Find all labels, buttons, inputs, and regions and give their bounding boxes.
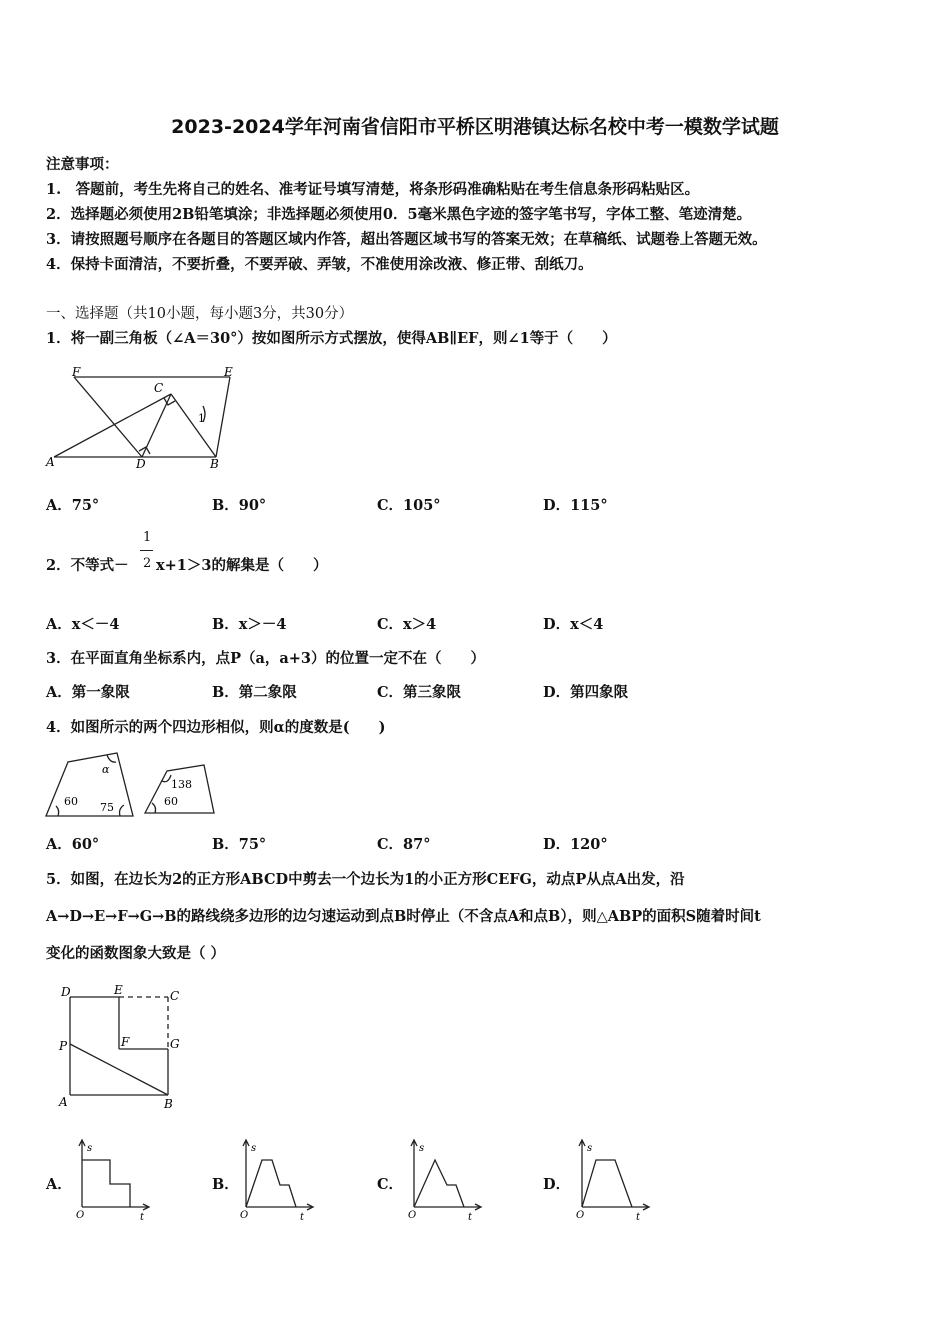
graph-a-s: s xyxy=(87,1143,93,1154)
question-4-option-a: A．60° xyxy=(46,836,100,853)
label-angle-138: 138 xyxy=(171,778,192,791)
graph-b-s: s xyxy=(251,1143,257,1154)
question-5-line-1: 5．如图，在边长为2的正方形ABCD中剪去一个边长为1的小正方形CEFG，动点P从点A出发，沿 xyxy=(46,871,685,888)
graph-c-t: t xyxy=(468,1212,473,1223)
notice-item-2: 2．选择题必须使用2B铅笔填涂；非选择题必须使用0．5毫米黑色字迹的签字笔书写，字体工整、笔迹清楚。 xyxy=(46,206,752,223)
label-E: E xyxy=(224,365,233,379)
question-2-suffix: x+1＞3的解集是（ ） xyxy=(156,557,328,574)
fraction-bar xyxy=(140,550,153,551)
fraction-numerator: 1 xyxy=(143,530,152,545)
graph-b-o: O xyxy=(240,1210,249,1221)
question-3-option-a: A．第一象限 xyxy=(46,684,130,701)
question-3-option-c: C．第三象限 xyxy=(377,684,462,701)
label-A: A xyxy=(46,455,55,469)
label-C: C xyxy=(170,989,180,1003)
page-title: 2023-2024学年河南省信阳市平桥区明港镇达标名校中考一模数学试题 xyxy=(171,116,779,138)
label-B: B xyxy=(164,1097,173,1111)
graph-b-t: t xyxy=(300,1212,305,1223)
question-3-option-d: D．第四象限 xyxy=(543,684,629,701)
label-alpha: α xyxy=(102,763,110,776)
label-P: P xyxy=(59,1039,68,1053)
question-5-option-b: B． xyxy=(212,1176,239,1193)
question-5-line-3: 变化的函数图象大致是（ ） xyxy=(46,945,226,962)
graph-option-b xyxy=(234,1135,319,1225)
question-1-option-b: B．90° xyxy=(212,497,267,514)
notice-heading: 注意事项： xyxy=(46,156,119,173)
label-D: D xyxy=(136,457,146,471)
question-5-option-c: C． xyxy=(377,1176,404,1193)
section-heading: 一、选择题（共10小题，每小题3分，共30分） xyxy=(46,306,354,322)
notice-item-3: 3．请按照题号顺序在各题目的答题区域内作答，超出答题区域书写的答案无效；在草稿纸、试题卷上答题无效。 xyxy=(46,231,767,248)
question-2-prefix: 2．不等式－ xyxy=(46,557,129,574)
question-4-option-c: C．87° xyxy=(377,836,431,853)
label-angle-1: 1 xyxy=(198,412,205,425)
graph-option-d xyxy=(570,1135,655,1225)
question-3-option-b: B．第二象限 xyxy=(212,684,297,701)
graph-d-t: t xyxy=(636,1212,641,1223)
label-C: C xyxy=(154,381,164,395)
notice-item-1: 1. 答题前，考生先将自己的姓名、准考证号填写清楚，将条形码准确粘贴在考生信息条形码粘贴区。 xyxy=(46,181,700,198)
graph-c-o: O xyxy=(408,1210,417,1221)
label-angle-75: 75 xyxy=(100,801,114,814)
question-5-option-d: D． xyxy=(543,1176,571,1193)
notice-item-4: 4．保持卡面清洁，不要折叠，不要弄破、弄皱，不准使用涂改液、修正带、刮纸刀。 xyxy=(46,256,593,273)
question-4-option-b: B．75° xyxy=(212,836,267,853)
label-G: G xyxy=(170,1037,180,1051)
question-1-option-a: A．75° xyxy=(46,497,100,514)
question-4-option-d: D．120° xyxy=(543,836,608,853)
label-F: F xyxy=(121,1035,130,1049)
label-A: A xyxy=(59,1095,68,1109)
question-2-option-c: C．x＞4 xyxy=(377,616,437,633)
question-2-option-d: D．x＜4 xyxy=(543,616,604,633)
question-4-figure xyxy=(40,748,220,820)
graph-option-c xyxy=(402,1135,487,1225)
label-E: E xyxy=(114,983,123,997)
graph-a-o: O xyxy=(76,1210,85,1221)
graph-a-t: t xyxy=(140,1212,145,1223)
question-1-option-c: C．105° xyxy=(377,497,441,514)
label-D: D xyxy=(61,985,71,999)
fraction-denominator: 2 xyxy=(143,556,152,571)
question-5-figure xyxy=(55,982,190,1114)
question-4-stem: 4．如图所示的两个四边形相似，则α的度数是( ) xyxy=(46,719,386,736)
graph-d-o: O xyxy=(576,1210,585,1221)
label-F: F xyxy=(72,365,81,379)
question-1-stem: 1．将一副三角板（∠A＝30°）按如图所示方式摆放，使得AB∥EF，则∠1等于（ ） xyxy=(46,330,617,347)
question-2-option-a: A．x＜－4 xyxy=(46,616,120,633)
label-B: B xyxy=(210,457,219,471)
question-5-line-2: A→D→E→F→G→B的路线绕多边形的边匀速运动到点B时停止（不含点A和点B），则△ABP的面积S随着时间t xyxy=(46,908,761,925)
question-1-figure xyxy=(40,362,240,474)
question-3-stem: 3．在平面直角坐标系内，点P（a，a+3）的位置一定不在（ ） xyxy=(46,650,486,667)
question-1-option-d: D．115° xyxy=(543,497,608,514)
graph-d-s: s xyxy=(587,1143,593,1154)
question-5-option-a: A． xyxy=(46,1176,72,1193)
graph-option-a xyxy=(70,1135,155,1225)
graph-c-s: s xyxy=(419,1143,425,1154)
label-angle-60-left: 60 xyxy=(64,795,78,808)
label-angle-60-right: 60 xyxy=(164,795,178,808)
question-2-option-b: B．x＞－4 xyxy=(212,616,287,633)
